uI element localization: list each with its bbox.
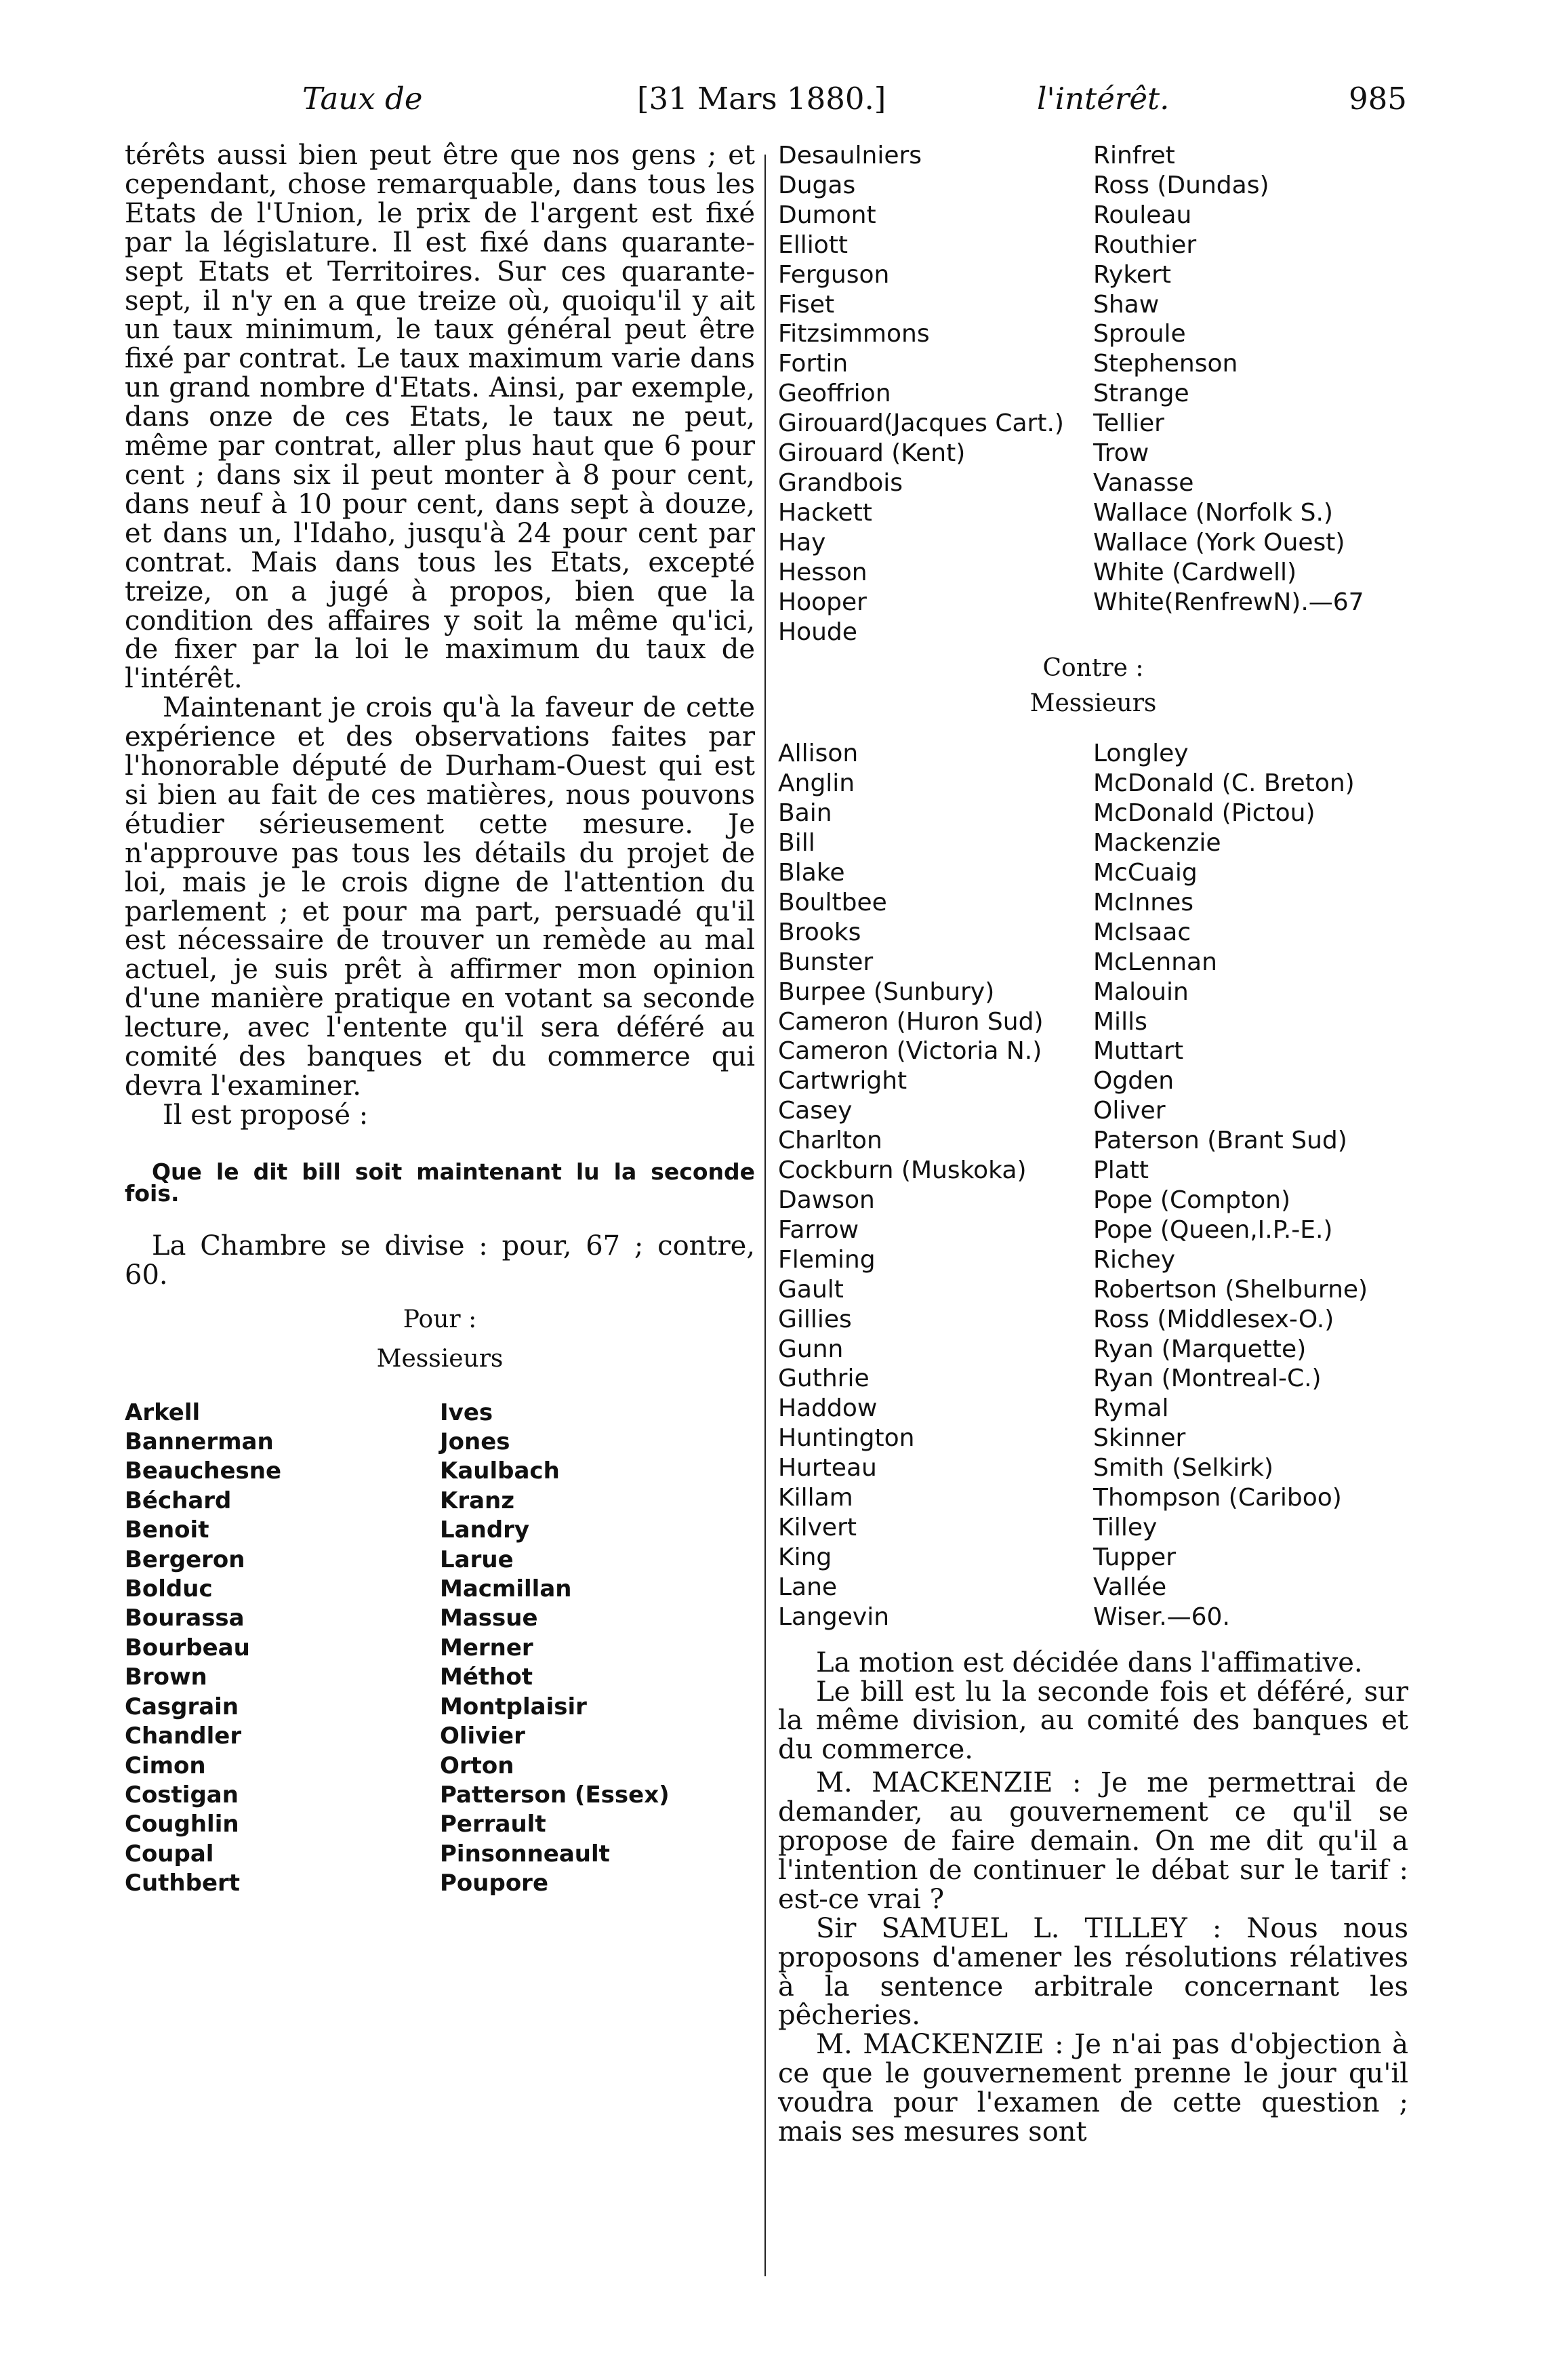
member-name: Orton [440,1752,514,1779]
member-name: McDonald (Pictou) [1093,799,1315,828]
member-name: Hurteau [778,1454,877,1483]
paragraph-tilley-answer: Sir SAMUEL L. TILLEY : Nous nous proposons d'amener les résolutions rélatives à la sentence arbitrale concernant les pêcheries. [778,1912,1408,2032]
member-name: Coupal [125,1840,214,1868]
paragraph-proposed: Il est proposé : [163,1099,369,1131]
member-name: Bergeron [125,1546,245,1573]
member-name: Wallace (York Ouest) [1093,528,1345,557]
member-name: Macmillan [440,1575,572,1603]
member-name: Bill [778,829,815,858]
member-name: Casey [778,1097,853,1125]
pour-names-continued [778,141,1408,647]
member-name: Kilvert [778,1513,857,1541]
pour-heading: Pour : [403,1305,477,1333]
member-name: Langevin [778,1602,890,1631]
running-head-date: [31 Mars 1880.] [637,81,886,117]
member-name: Massue [440,1605,538,1632]
member-name: Rinfret [1093,142,1175,169]
member-name: Bourbeau [125,1634,250,1661]
member-name: Boultbee [778,888,887,916]
member-name: Gillies [778,1305,852,1333]
member-name: Killam [778,1484,853,1512]
member-name: Burpee (Sunbury) [778,977,995,1006]
member-name: Dugas [778,171,856,199]
member-name: Robertson (Shelburne) [1093,1275,1368,1304]
member-name: Olivier [440,1722,525,1750]
member-name: Rykert [1093,260,1171,289]
member-name: Arkell [125,1398,201,1426]
column-rule [764,155,766,2276]
member-name: Thompson (Cariboo) [1093,1484,1342,1512]
member-name: Cameron (Victoria N.) [778,1037,1042,1066]
member-name: Cimon [125,1752,206,1779]
member-name: Cartwright [778,1067,907,1095]
contre-heading: Contre : [1042,654,1144,683]
member-name: Muttart [1093,1037,1184,1066]
page-number: 985 [1349,81,1407,117]
member-name: Ives [440,1398,493,1426]
paragraph-mackenzie-question: M. MACKENZIE : Je me permettrai de demander, au gouvernement ce qu'il se propose de faire demain. On me dit qu'il a l'intention de continuer le débat sur le tarif : est-ce vrai ? [778,1767,1408,1915]
member-name: Girouard (Kent) [778,439,966,468]
running-head-right: l'intérêt. [1037,81,1170,117]
member-name: Platt [1093,1156,1149,1185]
member-name: Gault [778,1275,844,1304]
member-name: King [778,1543,832,1571]
member-name: Elliott [778,230,849,259]
motion-text: Que le dit bill soit maintenant lu la seconde fois. [125,1158,755,1207]
member-name: Fortin [778,350,849,378]
member-name: Hooper [778,588,867,616]
member-name: Fiset [778,290,835,319]
member-name: Guthrie [778,1365,870,1393]
member-name: Farrow [778,1215,859,1244]
member-name: Rouleau [1093,201,1192,229]
member-name: Vanasse [1093,468,1194,497]
member-name: Bain [778,799,832,828]
member-name: Pinsonneault [440,1840,610,1868]
member-name: Malouin [1093,977,1189,1006]
member-name: Sproule [1093,320,1186,348]
member-name: Bannerman [125,1428,274,1456]
member-name: McLennan [1093,948,1217,976]
member-name: Beauchesne [125,1457,282,1485]
member-name: McCuaig [1093,859,1198,887]
member-name: Stephenson [1093,350,1238,378]
member-name: Kaulbach [440,1457,560,1485]
member-name: Méthot [440,1663,533,1691]
member-name: Oliver [1093,1097,1166,1125]
member-name: Costigan [125,1781,239,1809]
member-name: Ferguson [778,260,890,289]
member-name: Patterson (Essex) [440,1781,670,1809]
member-name: Landry [440,1516,530,1544]
member-name: Bunster [778,948,874,976]
member-name: Wiser.—60. [1093,1602,1230,1631]
member-name: Houde [778,618,857,646]
member-name: Geoffrion [778,380,891,408]
paragraph-interest-rates: térêts aussi bien peut être que nos gens ; et cependant, chose remarquable, dans tous les Etats de l'Union, le prix de l'argent est fixé par la législature. Il est fixé dans quarante-sept Etats et Territoires. Sur ces quarante-sept, il n'y en a que treize où, quoiqu'il y ait un taux minimum, le taux général peut être fixé par contrat. Le taux maximum varie dans un grand nombre d'Etats. Ainsi, par exemple, dans onze de ces Etats, le taux ne peut, même par contrat, aller plus haut que 6 pour cent ; dans six il peut monter à 8 pour cent, dans neuf à 10 pour cent, dans sept à douze, et dans un, l'Idaho, jusqu'à 24 pour cent par contrat. Mais dans tous les Etats, excepté treize, on a jugé à propos, bien que la condition des affaires y soit la même qu'ici, de fixer par la loi le maximum du taux de l'intérêt. [125,140,755,695]
member-name: White (Cardwell) [1093,558,1297,586]
member-name: Cockburn (Muskoka) [778,1156,1027,1185]
member-name: Richey [1093,1245,1176,1274]
right-column [778,141,1408,2147]
member-name: Brown [125,1663,207,1691]
member-name: Tilley [1093,1513,1158,1541]
member-name: Chandler [125,1722,242,1750]
paragraph-bill-read: Le bill est lu la seconde fois et déféré, sur la même division, au comité des banques et du commerce. [778,1676,1408,1766]
member-name: Hesson [778,558,867,586]
member-name: Brooks [778,918,861,946]
member-name: Rymal [1093,1394,1169,1423]
member-name: Haddow [778,1394,878,1423]
member-name: McInnes [1093,888,1194,916]
member-name: Hackett [778,498,872,527]
member-name: Ross (Middlesex-O.) [1093,1305,1334,1333]
left-column [125,141,755,1899]
member-name: Paterson (Brant Sud) [1093,1127,1347,1155]
member-name: McDonald (C. Breton) [1093,769,1355,798]
paragraph-affirmative: La motion est décidée dans l'affimative. [816,1647,1363,1678]
member-name: Tupper [1093,1543,1176,1571]
member-name [1093,618,1408,647]
pour-names-list [125,1398,755,1899]
member-name: Jones [440,1428,510,1456]
member-name: Shaw [1093,290,1160,319]
pour-messieurs: Messieurs [376,1344,504,1373]
member-name: Anglin [778,769,855,798]
member-name: Fitzsimmons [778,320,930,348]
member-name: Mackenzie [1093,829,1221,858]
member-name: Perrault [440,1811,546,1838]
member-name: Benoit [125,1516,209,1544]
member-name: Cameron (Huron Sud) [778,1007,1044,1036]
division-result: La Chambre se divise : pour, 67 ; contre, 60. [125,1230,755,1291]
member-name: Pope (Compton) [1093,1186,1291,1214]
member-name: Ryan (Marquette) [1093,1335,1307,1363]
member-name: Vallée [1093,1573,1167,1601]
member-name: Coughlin [125,1811,239,1838]
member-name: Tellier [1093,409,1164,438]
member-name: Montplaisir [440,1693,587,1720]
member-name: Cuthbert [125,1870,241,1897]
member-name: Routhier [1093,230,1197,259]
member-name: White(RenfrewN).—67 [1093,588,1364,616]
member-name: Ryan (Montreal-C.) [1093,1365,1322,1393]
member-name: Gunn [778,1335,844,1363]
member-name: Pope (Queen,I.P.-E.) [1093,1215,1333,1244]
member-name: Hay [778,528,826,557]
member-name: Casgrain [125,1693,239,1720]
member-name: Smith (Selkirk) [1093,1454,1273,1483]
member-name: Strange [1093,380,1189,408]
member-name: Poupore [440,1870,549,1897]
member-name: Ogden [1093,1067,1175,1095]
member-name: Trow [1093,439,1149,468]
member-name: Wallace (Norfolk S.) [1093,498,1333,527]
member-name: Dumont [778,201,876,229]
member-name: Kranz [440,1487,515,1514]
member-name: Mills [1093,1007,1147,1036]
member-name: McIsaac [1093,918,1191,946]
member-name: Fleming [778,1245,876,1274]
member-name: Desaulniers [778,142,922,169]
member-name: Dawson [778,1186,875,1214]
contre-messieurs: Messieurs [1029,689,1157,718]
member-name: Charlton [778,1127,882,1155]
member-name: Merner [440,1634,533,1661]
member-name: Longley [1093,740,1189,768]
member-name: Bolduc [125,1575,213,1603]
member-name: Skinner [1093,1424,1186,1453]
contre-names-list [778,739,1408,1632]
member-name: Béchard [125,1487,232,1514]
member-name: Allison [778,740,859,768]
member-name: Larue [440,1546,514,1573]
member-name: Lane [778,1573,838,1601]
member-name: Ross (Dundas) [1093,171,1269,199]
paragraph-mackenzie-reply: M. MACKENZIE : Je n'ai pas d'objection à ce que le gouvernement prenne le jour qu'il voudra pour l'examen de cette question ; mais ses mesures sont [778,2029,1408,2148]
running-head-left: Taux de [302,81,423,117]
member-name: Bourassa [125,1605,245,1632]
member-name: Grandbois [778,468,903,497]
paragraph-maintenant: Maintenant je crois qu'à la faveur de cette expérience et des observations faites par l'honorable député de Durham-Ouest qui est si bien au fait de ces matières, nous pouvons étudier sérieusement cette mesure. Je n'approuve pas tous les détails du projet de loi, mais je le crois digne de l'attention du parlement ; et pour ma part, persuadé qu'il est nécessaire de trouver un remède au mal actuel, je suis prêt à affirmer mon opinion d'une manière pratique en votant sa seconde lecture, avec l'entente qu'il sera déféré au comité des banques et du commerce qui devra l'examiner. [125,692,755,1102]
member-name: Blake [778,859,845,887]
member-name: Huntington [778,1424,915,1453]
member-name: Girouard(Jacques Cart.) [778,409,1064,438]
